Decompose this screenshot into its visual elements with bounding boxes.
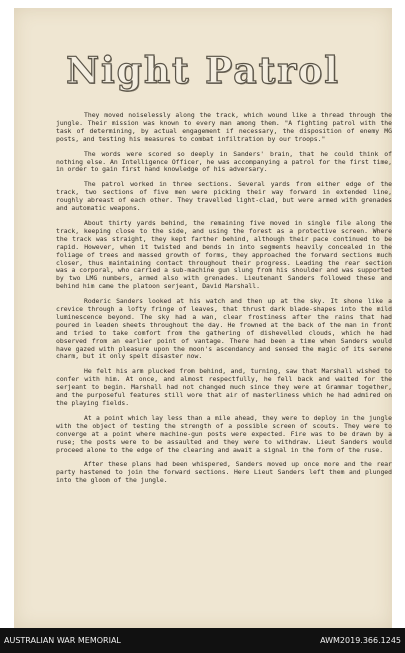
paragraph: They moved noiselessly along the track, which wound like a thread through the jungle. Their mission was known to every man among them. "A fighting patrol with the task of determining, by actual engagement if necessary, the disposition of enemy MG posts, and testing his measures to combat infiltration by our troops.": [56, 111, 392, 143]
footer-bar: [0, 628, 405, 653]
paragraph: He felt his arm plucked from behind, and, turning, saw that Marshall wished to confer with him. At once, and almost respectfully, he fell back and waited for the serjeant to begin. Marshall had not changed much since they were at Grammar together, and the purposeful features still wore that air of masterliness which he had admired on the playing fields.: [56, 367, 392, 407]
paragraph: About thirty yards behind, the remaining five moved in single file along the track, keeping close to the side, and using the forest as a protective screen. Where the track was straight, they kept farther behind, although their pace continued to be rapid. However, when it twisted and bends in into segments heavily concealed in the foliage of trees and massed growth of forms, they approached the forward sections much closer, thus maintaining contact throughout their progress. Leading the rear section was a corporal, who carried a sub-machine gun slung from his shoulder and was supported by two LMG numbers, armed also with grenades. Lieutenant Sanders followed these and behind him came the platoon serjeant, David Marshall.: [56, 218, 392, 291]
institution-label: AUSTRALIAN WAR MEMORIAL: [4, 636, 121, 645]
document-sheet: [14, 8, 392, 628]
paragraph: After these plans had been whispered, Sanders moved up once more and the rear party hastened to join the forward sections. Here Lieut Sanders left them and plunged into the gloom of the jungle.: [56, 460, 392, 485]
document-title: Night Patrol: [66, 50, 340, 92]
paragraph: At a point which lay less than a mile ahead, they were to deploy in the jungle with the object of testing the strength of a possible screen of scouts. They were to converge at a point where machine-gun posts were expected. Fire was to be drawn by a ruse; the posts were to be assaulted and they were to withdraw. Lieut Sanders would proceed alone to the edge of the clearing and await a signal in the form of the ruse.: [56, 413, 392, 454]
paragraph: Roderic Sanders looked at his watch and then up at the sky. It shone like a crevice through a lofty fringe of leaves, that thrust dark blade-shapes into the mild luminescence beyond. The sky had a wan, clear frostiness after the rains that had poured in leaden sheets throughout the day. He frowned at the back of the man in front and tried to take comfort from the gathering of dishevelled clouds, which he had observed from an earlier point of vantage. There had been a time when Sanders would have gazed with pleasure upon the moon's ascendancy and sensed the magic of its serene charm, but it only spelt disaster now.: [56, 297, 392, 361]
paragraph: The words were scored so deeply in Sanders' brain, that he could think of nothing else. An Intelligence Officer, he was accompanying a patrol for the first time, in order to gain first hand knowledge of his adversary.: [56, 149, 392, 174]
paragraph: The patrol worked in three sections. Several yards from either edge of the track, two sections of five men were picking their way forward in extended line, roughly abreast of each other. They travelled light-clad, but were armed with grenades and automatic weapons.: [56, 180, 392, 213]
document-body: [56, 112, 392, 492]
accession-number: AWM2019.366.1245: [320, 636, 401, 645]
